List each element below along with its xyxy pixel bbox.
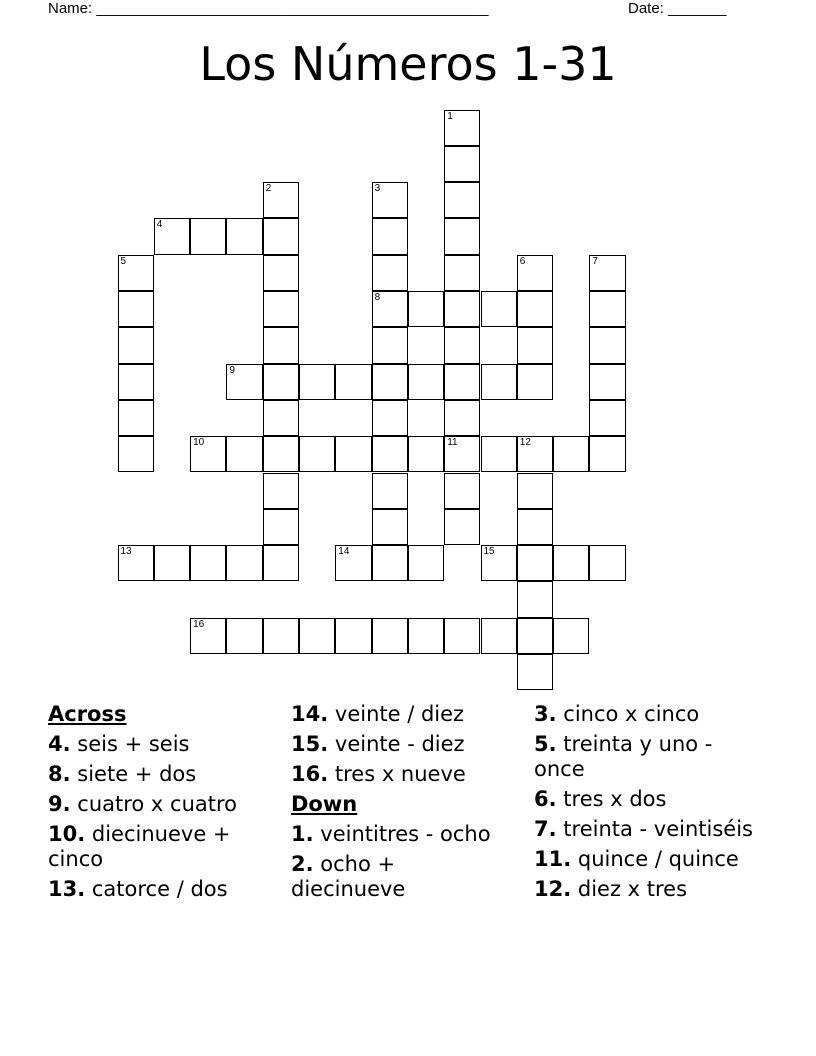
crossword-cell[interactable]	[517, 255, 553, 291]
crossword-cell[interactable]	[299, 364, 335, 400]
crossword-cell[interactable]	[517, 473, 553, 509]
clue-number: 14	[338, 546, 350, 558]
crossword-cell[interactable]	[444, 110, 480, 146]
crossword-cell[interactable]	[481, 364, 517, 400]
name-line: _______________________________________________	[96, 0, 489, 17]
down-clue: 5. treinta y uno - once	[534, 732, 713, 781]
crossword-cell[interactable]	[444, 182, 480, 218]
crossword-cell[interactable]	[372, 473, 408, 509]
crossword-cell[interactable]	[589, 291, 625, 327]
crossword-cell[interactable]	[481, 545, 517, 581]
crossword-cell[interactable]	[517, 654, 553, 690]
crossword-cell[interactable]	[553, 436, 589, 472]
clue-number: 7	[592, 255, 598, 267]
clue-number: 1	[447, 110, 453, 122]
crossword-cell[interactable]	[444, 218, 480, 254]
crossword-cell[interactable]	[481, 618, 517, 654]
crossword-cell[interactable]	[263, 182, 299, 218]
crossword-cell[interactable]	[118, 327, 154, 363]
down-clue: 2. ocho + diecinueve	[291, 852, 406, 901]
clue-number: 12	[519, 437, 531, 449]
down-clue: 1. veintitres - ocho	[291, 822, 491, 846]
clue-number: 4	[156, 219, 163, 231]
clue-column-3	[534, 702, 768, 907]
clue-number: 3	[374, 183, 381, 195]
clue-number: 2	[265, 183, 272, 195]
crossword-cell[interactable]	[589, 255, 625, 291]
crossword-cell[interactable]	[372, 291, 408, 327]
crossword-cell[interactable]	[263, 291, 299, 327]
crossword-cell[interactable]	[372, 545, 408, 581]
clue-number: 11	[447, 437, 458, 449]
clue-number: 5	[120, 255, 127, 267]
clue-number: 9	[229, 364, 235, 376]
crossword-cell[interactable]	[263, 509, 299, 545]
crossword-cell[interactable]	[517, 327, 553, 363]
clue-number: 10	[193, 437, 205, 449]
crossword-cell[interactable]	[517, 364, 553, 400]
crossword-cell[interactable]	[517, 509, 553, 545]
crossword-cell[interactable]	[589, 436, 625, 472]
across-clue: 15. veinte - diez	[291, 732, 465, 756]
crossword-cell[interactable]	[589, 327, 625, 363]
crossword-cell[interactable]	[408, 291, 444, 327]
down-clue: 11. quince / quince	[534, 847, 739, 871]
crossword-cell[interactable]	[444, 291, 480, 327]
crossword-cell[interactable]	[408, 545, 444, 581]
crossword-cell[interactable]	[372, 182, 408, 218]
crossword-cell[interactable]	[372, 364, 408, 400]
crossword-cell[interactable]	[589, 364, 625, 400]
crossword-cell[interactable]	[372, 218, 408, 254]
across-clue: 4. seis + seis	[48, 732, 190, 756]
crossword-cell[interactable]	[226, 436, 262, 472]
down-clue: 3. cinco x cinco	[534, 702, 700, 726]
crossword-cell[interactable]	[553, 545, 589, 581]
crossword-cell[interactable]	[226, 618, 262, 654]
clue-list	[48, 702, 768, 1002]
crossword-cell[interactable]	[118, 291, 154, 327]
crossword-cell[interactable]	[372, 509, 408, 545]
crossword-cell[interactable]	[372, 400, 408, 436]
crossword-cell[interactable]	[190, 436, 226, 472]
crossword-cell[interactable]	[335, 436, 371, 472]
crossword-cell[interactable]	[263, 473, 299, 509]
across-clue: 10. diecinueve + cinco	[48, 822, 231, 871]
clue-number: 16	[193, 618, 205, 630]
crossword-cell[interactable]	[335, 364, 371, 400]
crossword-cell[interactable]	[481, 291, 517, 327]
across-clue: 14. veinte / diez	[291, 702, 465, 726]
date-line: _______	[668, 0, 727, 17]
crossword-cell[interactable]	[408, 364, 444, 400]
crossword-cell[interactable]	[408, 618, 444, 654]
across-heading: Across	[48, 702, 127, 726]
crossword-cell[interactable]	[444, 255, 480, 291]
across-clue: 9. cuatro x cuatro	[48, 792, 238, 816]
clue-column-1	[48, 702, 273, 907]
crossword-cell[interactable]	[263, 618, 299, 654]
crossword-cell[interactable]	[517, 581, 553, 617]
across-clue: 16. tres x nueve	[291, 762, 466, 786]
crossword-cell[interactable]	[444, 400, 480, 436]
crossword-cell[interactable]	[372, 436, 408, 472]
crossword-cell[interactable]	[118, 255, 154, 291]
clue-number: 15	[483, 546, 495, 558]
crossword-cell[interactable]	[444, 436, 480, 472]
crossword-cell[interactable]	[263, 400, 299, 436]
crossword-cell[interactable]	[154, 545, 190, 581]
crossword-cell[interactable]	[299, 618, 335, 654]
crossword-cell[interactable]	[444, 146, 480, 182]
crossword-cell[interactable]	[154, 218, 190, 254]
crossword-cell[interactable]	[481, 436, 517, 472]
crossword-cell[interactable]	[263, 364, 299, 400]
down-clue: 12. diez x tres	[534, 877, 688, 901]
crossword-cell[interactable]	[118, 436, 154, 472]
crossword-cell[interactable]	[444, 509, 480, 545]
crossword-cell[interactable]	[589, 400, 625, 436]
crossword-cell[interactable]	[299, 436, 335, 472]
crossword-cell[interactable]	[372, 327, 408, 363]
down-clue: 6. tres x dos	[534, 787, 667, 811]
crossword-cell[interactable]	[190, 545, 226, 581]
down-clue: 7. treinta - veintiséis	[534, 817, 753, 841]
crossword-cell[interactable]	[517, 618, 553, 654]
crossword-cell[interactable]	[444, 473, 480, 509]
crossword-cell[interactable]	[335, 545, 371, 581]
crossword-cell[interactable]	[263, 545, 299, 581]
crossword-cell[interactable]	[226, 364, 262, 400]
clue-column-2	[291, 702, 516, 907]
crossword-cell[interactable]	[263, 218, 299, 254]
down-heading: Down	[291, 792, 358, 816]
crossword-cell[interactable]	[372, 618, 408, 654]
clue-number: 6	[519, 255, 526, 267]
crossword-cell[interactable]	[517, 291, 553, 327]
clue-number: 8	[374, 292, 381, 303]
crossword-cell[interactable]	[444, 618, 480, 654]
across-clue: 13. catorce / dos	[48, 877, 228, 901]
crossword-cell[interactable]	[226, 218, 262, 254]
crossword-cell[interactable]	[553, 618, 589, 654]
date-label: Date:	[628, 0, 664, 17]
crossword-cell[interactable]	[517, 436, 553, 472]
crossword-cell[interactable]	[190, 218, 226, 254]
name-label: Name:	[48, 0, 93, 17]
crossword-cell[interactable]	[444, 327, 480, 363]
crossword-cell[interactable]	[335, 618, 371, 654]
crossword-cell[interactable]	[517, 545, 553, 581]
page-title: Los Números 1-31	[199, 37, 617, 91]
crossword-cell[interactable]	[408, 436, 444, 472]
clue-number: 13	[120, 546, 132, 558]
crossword-cell[interactable]	[372, 255, 408, 291]
crossword-cell[interactable]	[118, 545, 154, 581]
crossword-cell[interactable]	[118, 364, 154, 400]
crossword-cell[interactable]	[263, 255, 299, 291]
across-clue: 8. siete + dos	[48, 762, 197, 786]
crossword-cell[interactable]	[190, 618, 226, 654]
crossword-cell[interactable]	[263, 436, 299, 472]
crossword-cell[interactable]	[263, 327, 299, 363]
crossword-cell[interactable]	[589, 545, 625, 581]
crossword-cell[interactable]	[444, 364, 480, 400]
crossword-cell[interactable]	[226, 545, 262, 581]
crossword-cell[interactable]	[118, 400, 154, 436]
